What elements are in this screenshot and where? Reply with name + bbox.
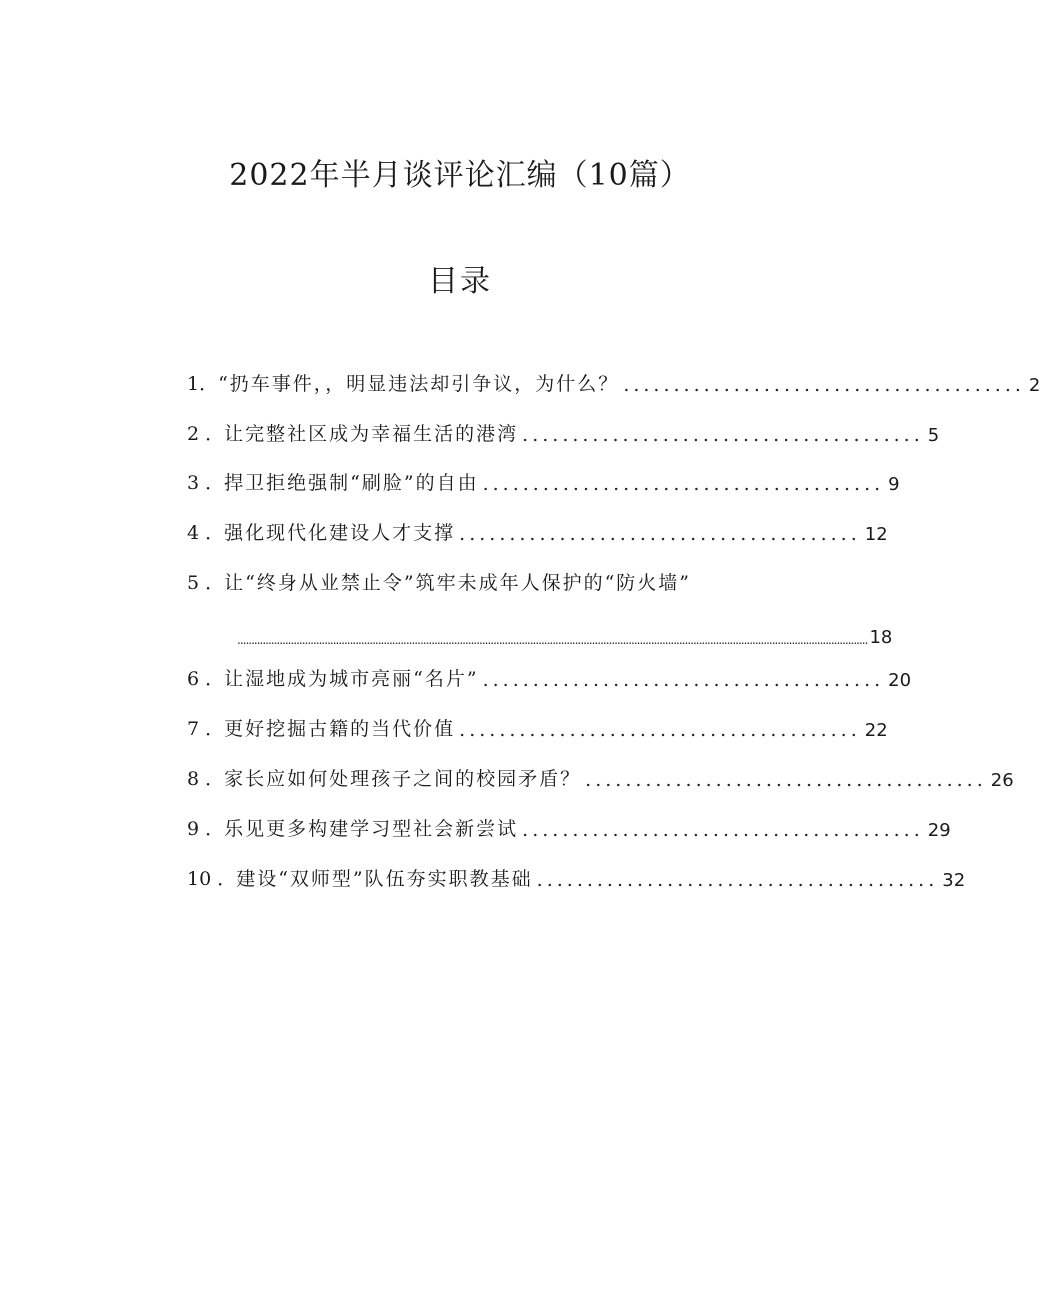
- toc-entry-10[interactable]: [187, 861, 966, 891]
- toc-entry-4[interactable]: [187, 515, 888, 545]
- toc-entry-page: 12: [864, 524, 888, 545]
- toc-entry-number: 6 ．: [187, 668, 225, 690]
- toc-entry-title: 捍卫拒绝强制“刷脸”的自由: [224, 472, 479, 494]
- toc-entry-page: 9: [888, 474, 900, 495]
- toc-entry-number: 8 ．: [187, 768, 225, 790]
- toc-leader-dots: ........................................: [482, 669, 885, 691]
- toc-entry-1[interactable]: [187, 366, 1040, 396]
- toc-entry-page: 22: [864, 720, 888, 741]
- toc-entry-number: 10 ．: [187, 868, 237, 890]
- toc-entry-5-continuation[interactable]: [237, 618, 893, 648]
- toc-entry-page: 29: [927, 820, 951, 841]
- toc-entry-8[interactable]: [187, 761, 1014, 791]
- toc-entry-title: “扔车事件，，明显违法却引争议，为什么？: [218, 373, 620, 395]
- toc-entry-title: 让“终身从业禁止令”筑牢未成年人保护的“防火墙”: [224, 572, 691, 594]
- toc-entry-3[interactable]: [187, 465, 900, 495]
- toc-entry-number: 1．: [187, 373, 219, 395]
- toc-entry-number: 5 ．: [187, 572, 225, 594]
- toc-leader-dots: ........................................: [459, 719, 861, 741]
- toc-entry-7[interactable]: [187, 711, 888, 741]
- toc-leader-dots: ........................................: [482, 473, 885, 495]
- toc-entry-number: 7 ．: [187, 718, 225, 740]
- toc-entry-title: 强化现代化建设人才支撑: [224, 522, 456, 544]
- toc-entry-title: 让湿地成为城市亮丽“名片”: [224, 668, 479, 690]
- toc-entry-page: 18: [869, 627, 893, 648]
- toc-entry-title: 让完整社区成为幸福生活的港湾: [224, 423, 519, 445]
- document-title: 2022年半月谈评论汇编（10篇）: [229, 158, 691, 193]
- toc-entry-number: 9 ．: [187, 818, 225, 840]
- toc-entry-page: 32: [942, 870, 966, 891]
- toc-leader-dots: ........................................: [536, 869, 939, 891]
- toc-entry-5[interactable]: [187, 565, 775, 595]
- toc-leader-dots: ........................................: [459, 523, 861, 545]
- toc-entry-9[interactable]: [187, 811, 951, 841]
- toc-entry-6[interactable]: [187, 661, 912, 691]
- toc-heading: 目录: [428, 264, 492, 299]
- toc-leader-dots: ........................................: [522, 424, 924, 446]
- toc-leader-dots: ........................................: [623, 374, 1025, 396]
- toc-entry-2[interactable]: [187, 416, 940, 446]
- toc-leader-dots: ........................................: [585, 769, 987, 791]
- toc-entry-title: 家长应如何处理孩子之间的校园矛盾？: [224, 768, 582, 790]
- toc-entry-title: 更好挖掘古籍的当代价值: [224, 718, 456, 740]
- toc-entry-page: 26: [990, 770, 1014, 791]
- toc-leader-dots: ................................................................................................................................................................................................................................: [237, 633, 868, 647]
- toc-entry-title: 建设“双师型”队伍夯实职教基础: [236, 868, 533, 890]
- toc-entry-number: 3 ．: [187, 472, 225, 494]
- toc-entry-page: 2: [1028, 375, 1040, 396]
- toc-entry-page: 5: [927, 425, 940, 446]
- toc-entry-number: 2 ．: [187, 423, 225, 445]
- toc-leader-dots: ........................................: [522, 819, 924, 841]
- toc-entry-number: 4 ．: [187, 522, 225, 544]
- toc-entry-page: 20: [888, 670, 912, 691]
- toc-entry-title: 乐见更多构建学习型社会新尝试: [224, 818, 519, 840]
